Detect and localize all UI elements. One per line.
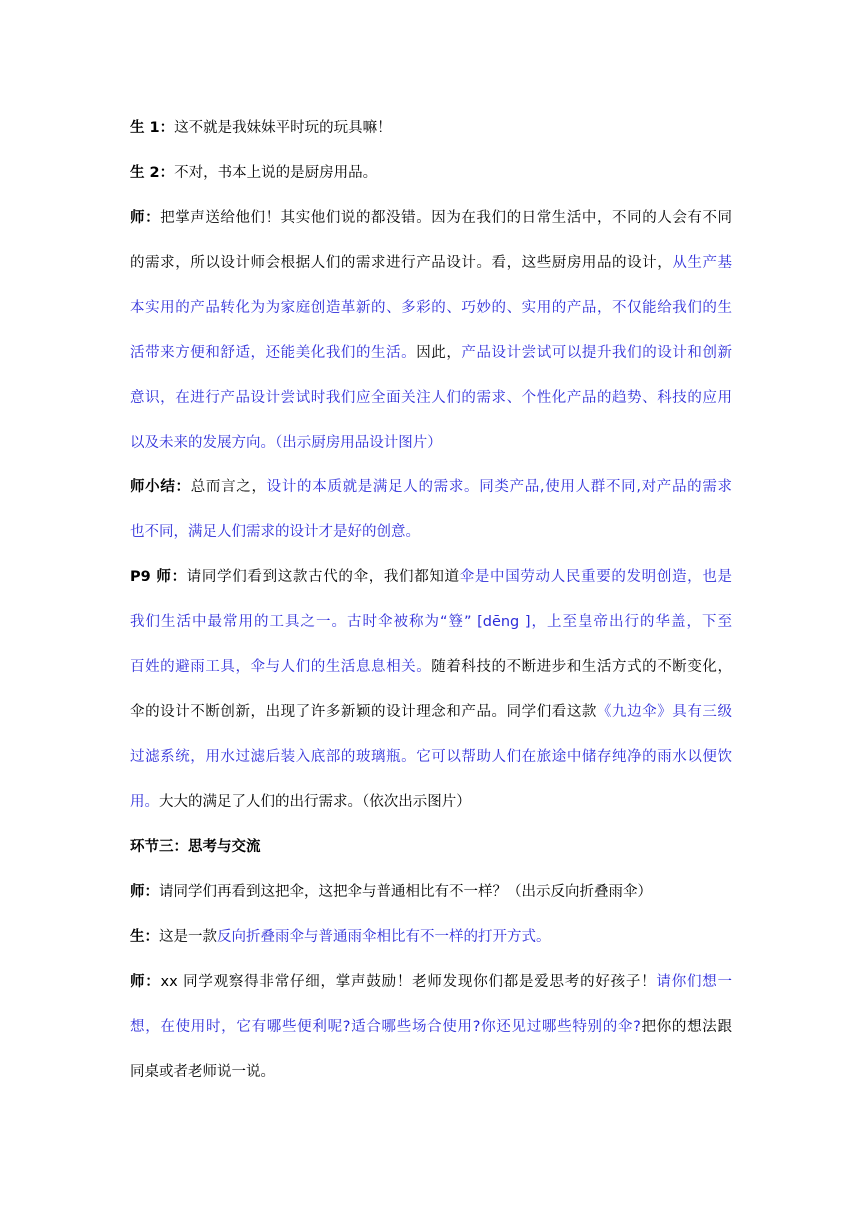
speaker-label: 师： — [130, 884, 159, 900]
highlighted-text: 请你们想一 — [656, 974, 732, 990]
paragraph-teacher2 — [130, 870, 732, 915]
paragraph-summary — [130, 465, 732, 555]
highlighted-text: 我们生活中最常用的工具之一。古时伞被称为“簦” [dēng ]，上至皇帝出行的华盖，下至 — [130, 614, 732, 630]
highlighted-text: 产品设计尝试可以提升我们的设计和创新 — [461, 345, 732, 361]
speaker-label: 师： — [130, 974, 161, 990]
text-line — [130, 1005, 732, 1050]
body-text: 请同学们再看到这把伞，这把伞与普通相比有不一样？（出示反向折叠雨伞） — [159, 884, 652, 900]
body-text: 随着科技的不断进步和生活方式的不断变化， — [431, 659, 732, 675]
body-text: 同桌或者老师说一说。 — [130, 1064, 275, 1080]
text-line — [130, 286, 732, 331]
body-text: 大大的满足了人们的出行需求。（依次出示图片） — [159, 794, 471, 810]
speaker-label: 生： — [130, 929, 159, 945]
speaker-label: 师： — [130, 210, 161, 226]
text-line — [130, 600, 732, 645]
body-text: xx 同学观察得非常仔细，掌声鼓励！老师发现你们都是爱思考的好孩子！ — [160, 974, 657, 990]
body-text: 因此， — [416, 345, 462, 361]
highlighted-text: 伞是中国劳动人民重要的发明创造，也是 — [459, 569, 732, 585]
text-line — [130, 376, 732, 421]
body-text: 把掌声送给他们！其实他们说的都没错。因为在我们的日常生活中，不同的人会有不同 — [160, 210, 732, 226]
text-line — [130, 1050, 732, 1095]
highlighted-text: 反向折叠雨伞与普通雨伞相比有不一样的打开方式。 — [217, 929, 551, 945]
body-text: 总而言之， — [190, 479, 267, 495]
highlighted-text: 用。 — [130, 794, 159, 810]
text-line — [130, 555, 732, 600]
text-line — [130, 780, 732, 825]
highlighted-text: 意识，在进行产品设计尝试时我们应全面关注人们的需求、个性化产品的趋势、科技的应用 — [130, 390, 732, 406]
text-line — [130, 870, 732, 915]
text-line — [130, 331, 732, 376]
highlighted-text: 也不同，满足人们需求的设计才是好的创意。 — [130, 524, 420, 540]
text-line — [130, 151, 732, 196]
highlighted-text: 从生产基 — [672, 255, 732, 271]
body-text: 不对，书本上说的是厨房用品。 — [174, 165, 378, 181]
body-text: 把你的想法跟 — [640, 1019, 732, 1035]
highlighted-text: 以及未来的发展方向。（出示厨房用品设计图片） — [130, 435, 442, 451]
speaker-label: 生 1： — [130, 120, 175, 136]
body-text: 这不就是我妹妹平时玩的玩具嘛！ — [174, 120, 392, 136]
highlighted-text: 过滤系统，用水过滤后装入底部的玻璃瓶。它可以帮助人们在旅途中储存纯净的雨水以便饮 — [130, 749, 732, 765]
text-line — [130, 465, 732, 510]
text-line — [130, 960, 732, 1005]
speaker-label: 师小结： — [130, 479, 191, 495]
highlighted-text: 想，在使用时，它有哪些便利呢?适合哪些场合使用?你还见过哪些特别的伞? — [130, 1019, 641, 1035]
text-line — [130, 645, 732, 690]
text-line — [130, 421, 732, 466]
speaker-label: 生 2： — [130, 165, 175, 181]
body-text: 的需求，所以设计师会根据人们的需求进行产品设计。看，这些厨房用品的设计， — [130, 255, 673, 271]
body-text: 这是一款 — [159, 929, 217, 945]
body-text: 请同学们看到这款古代的伞，我们都知道 — [186, 569, 460, 585]
highlighted-text: 本实用的产品转化为为家庭创造革新的、多彩的、巧妙的、实用的产品，不仅能给我们的生 — [130, 300, 732, 316]
paragraph-student3 — [130, 915, 732, 960]
text-line — [130, 735, 732, 780]
text-line — [130, 915, 732, 960]
paragraph-student2 — [130, 151, 732, 196]
highlighted-text: 《九边伞》具有三级 — [596, 704, 732, 720]
text-line — [130, 690, 732, 735]
paragraph-heading — [130, 825, 732, 870]
text-line — [130, 825, 732, 870]
highlighted-text: 设计的本质就是满足人的需求。同类产品,使用人群不同,对产品的需求 — [266, 479, 732, 495]
speaker-label: P9 师： — [130, 569, 187, 585]
highlighted-text: 活带来方便和舒适，还能美化我们的生活。 — [130, 345, 417, 361]
paragraph-teacher1 — [130, 196, 732, 466]
paragraph-p9 — [130, 555, 732, 825]
paragraph-student1 — [130, 106, 732, 151]
highlighted-text: 百姓的避雨工具，伞与人们的生活息息相关。 — [130, 659, 432, 675]
section-heading: 环节三：思考与交流 — [130, 839, 261, 855]
paragraph-teacher3 — [130, 960, 732, 1095]
text-line — [130, 196, 732, 241]
text-line — [130, 241, 732, 286]
body-text: 伞的设计不断创新，出现了许多新颖的设计理念和产品。同学们看这款 — [130, 704, 597, 720]
text-line — [130, 106, 732, 151]
text-line — [130, 510, 732, 555]
